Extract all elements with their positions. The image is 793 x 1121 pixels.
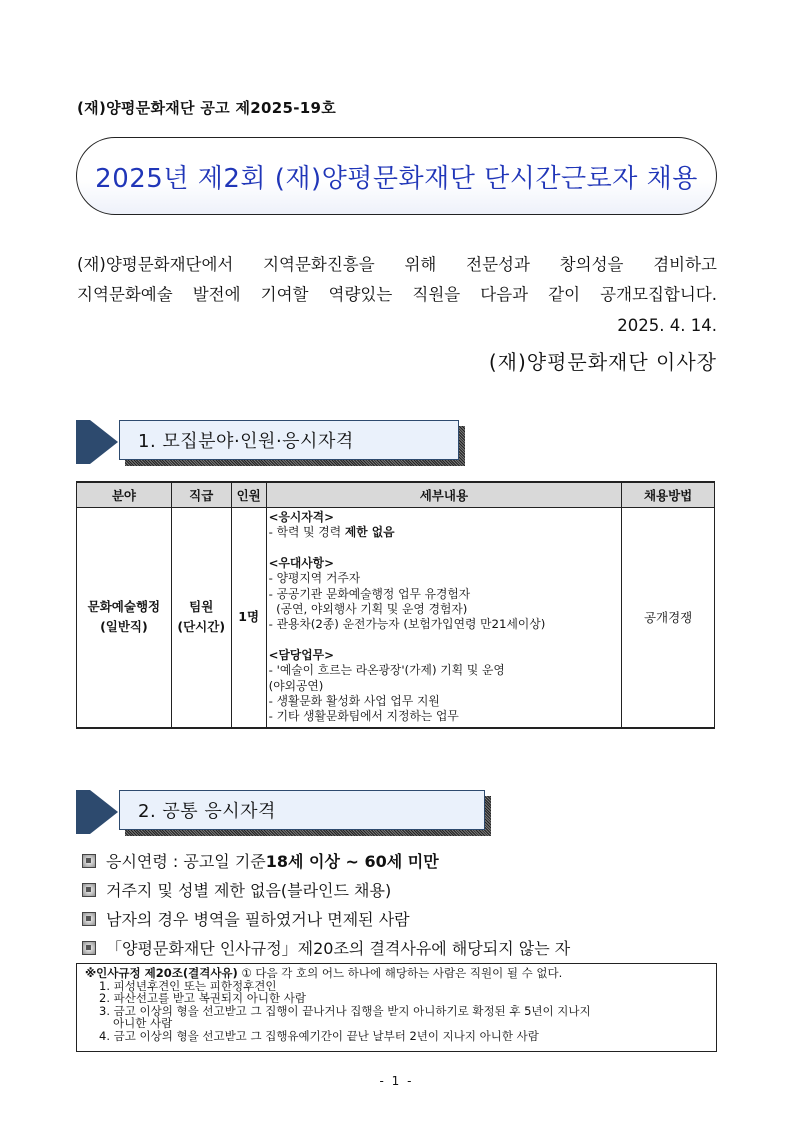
section-arrow-icon <box>76 790 90 834</box>
preference-item: (공연, 야외행사 기획 및 운영 경험자) <box>268 602 468 617</box>
duty-item: (야외공연) <box>268 678 324 693</box>
military-requirement: 남자의 경우 병역을 필하였거나 면제된 사람 <box>106 910 410 929</box>
method-cell: 공개경쟁 <box>622 508 715 728</box>
intro-line: (재)양평문화재단에서 지역문화진흥을 위해 전문성과 창의성을 겸비하고 <box>77 255 717 274</box>
duty-item: - '예술이 흐르는 라온광장'(가제) 기획 및 운영 <box>268 663 505 678</box>
square-bullet-icon <box>82 854 96 868</box>
list-item <box>82 907 410 930</box>
rank-name: 팀원 <box>189 599 214 615</box>
field-type: (일반직) <box>100 619 148 635</box>
section-arrow-tip <box>90 790 118 834</box>
table-row <box>77 508 715 728</box>
qualification-line <box>269 525 620 540</box>
regulation-item: 3. 금고 이상의 형을 선고받고 그 집행이 끝나거나 집행을 받지 아니하기로 확정된 후 5년이 지나지 <box>99 1003 591 1018</box>
preference-item: - 양평지역 거주자 <box>268 571 361 586</box>
qualification-emphasis: 제한 없음 <box>344 525 395 540</box>
section-arrow-tip <box>90 420 118 464</box>
col-header-details: 세부내용 <box>266 482 622 508</box>
rank-cell <box>171 508 231 728</box>
intro-paragraph <box>77 250 717 310</box>
table-header-row <box>77 482 715 508</box>
section2-title-box <box>119 790 485 830</box>
field-cell <box>77 508 172 728</box>
qualification-title: <응시자격> <box>268 510 334 524</box>
regulation-item-cont: 아니한 사람 <box>113 1016 173 1030</box>
age-requirement-value: 18세 이상 ~ 60세 미만 <box>265 852 439 871</box>
qualification-text: - 학력 및 경력 <box>268 525 345 540</box>
preference-item: - 공공기관 문화예술행정 업무 유경험자 <box>268 586 471 601</box>
regulation-box <box>76 963 717 1052</box>
section1-header <box>76 420 466 470</box>
regulation-item: 2. 파산선고를 받고 복권되지 아니한 사람 <box>99 991 306 1005</box>
issuer-signature: (재)양평문화재단 이사장 <box>488 350 717 374</box>
section1-title: 1. 모집분야·인원·응시자격 <box>138 431 354 452</box>
title-banner <box>76 137 717 215</box>
list-item <box>82 936 570 959</box>
section2-header <box>76 790 496 840</box>
regulation-item: 1. 피성년후견인 또는 피한정후견인 <box>99 978 277 993</box>
details-cell <box>266 508 622 728</box>
section2-title: 2. 공통 응시자격 <box>138 801 276 822</box>
page-title: 2025년 제2회 (재)양평문화재단 단시간근로자 채용 <box>95 163 698 194</box>
list-item <box>82 849 439 872</box>
count-cell: 1명 <box>231 508 266 728</box>
square-bullet-icon <box>82 912 96 926</box>
duty-item: - 기타 생활문화팀에서 지정하는 업무 <box>268 709 459 724</box>
intro-line: 지역문화예술 발전에 기여할 역량있는 직원을 다음과 같이 공개모집합니다. <box>77 285 717 304</box>
disqualification-requirement: 「양평문화재단 인사규정」제20조의 결격사유에 해당되지 않는 자 <box>106 939 571 958</box>
col-header-count: 인원 <box>231 482 266 508</box>
duty-item: - 생활문화 활성화 사업 업무 지원 <box>268 694 440 709</box>
square-bullet-icon <box>82 941 96 955</box>
regulation-heading-text: ① 다음 각 호의 어느 하나에 해당하는 사람은 직원이 될 수 없다. <box>237 966 563 980</box>
rank-type: (단시간) <box>177 619 226 635</box>
col-header-method: 채용방법 <box>622 482 715 508</box>
residence-requirement: 거주지 및 성별 제한 없음(블라인드 채용) <box>106 881 392 900</box>
regulation-item: 4. 금고 이상의 형을 선고받고 그 집행유예기간이 끝난 날부터 2년이 지나지 아니한 사람 <box>99 1028 539 1043</box>
regulation-heading-bold: ※인사규정 제20조(결격사유) <box>85 966 238 980</box>
field-name: 문화예술행정 <box>87 599 161 615</box>
col-header-field: 분야 <box>77 482 172 508</box>
preference-title: <우대사항> <box>268 555 334 570</box>
list-item <box>82 878 391 901</box>
preference-item: - 관용차(2종) 운전가능자 (보험가입연령 만21세이상) <box>268 617 546 632</box>
duty-title: <담당업무> <box>268 647 334 662</box>
notice-date: 2025. 4. 14. <box>617 316 717 335</box>
page-number: - 1 - <box>379 1074 414 1088</box>
section-arrow-icon <box>76 420 90 464</box>
notice-number: (재)양평문화재단 공고 제2025-19호 <box>77 99 336 117</box>
age-requirement-label: 응시연령 : 공고일 기준 <box>106 852 266 871</box>
square-bullet-icon <box>82 883 96 897</box>
recruit-table <box>76 481 715 729</box>
regulation-heading <box>85 967 708 980</box>
section1-title-box <box>119 420 459 460</box>
col-header-rank: 직급 <box>171 482 231 508</box>
